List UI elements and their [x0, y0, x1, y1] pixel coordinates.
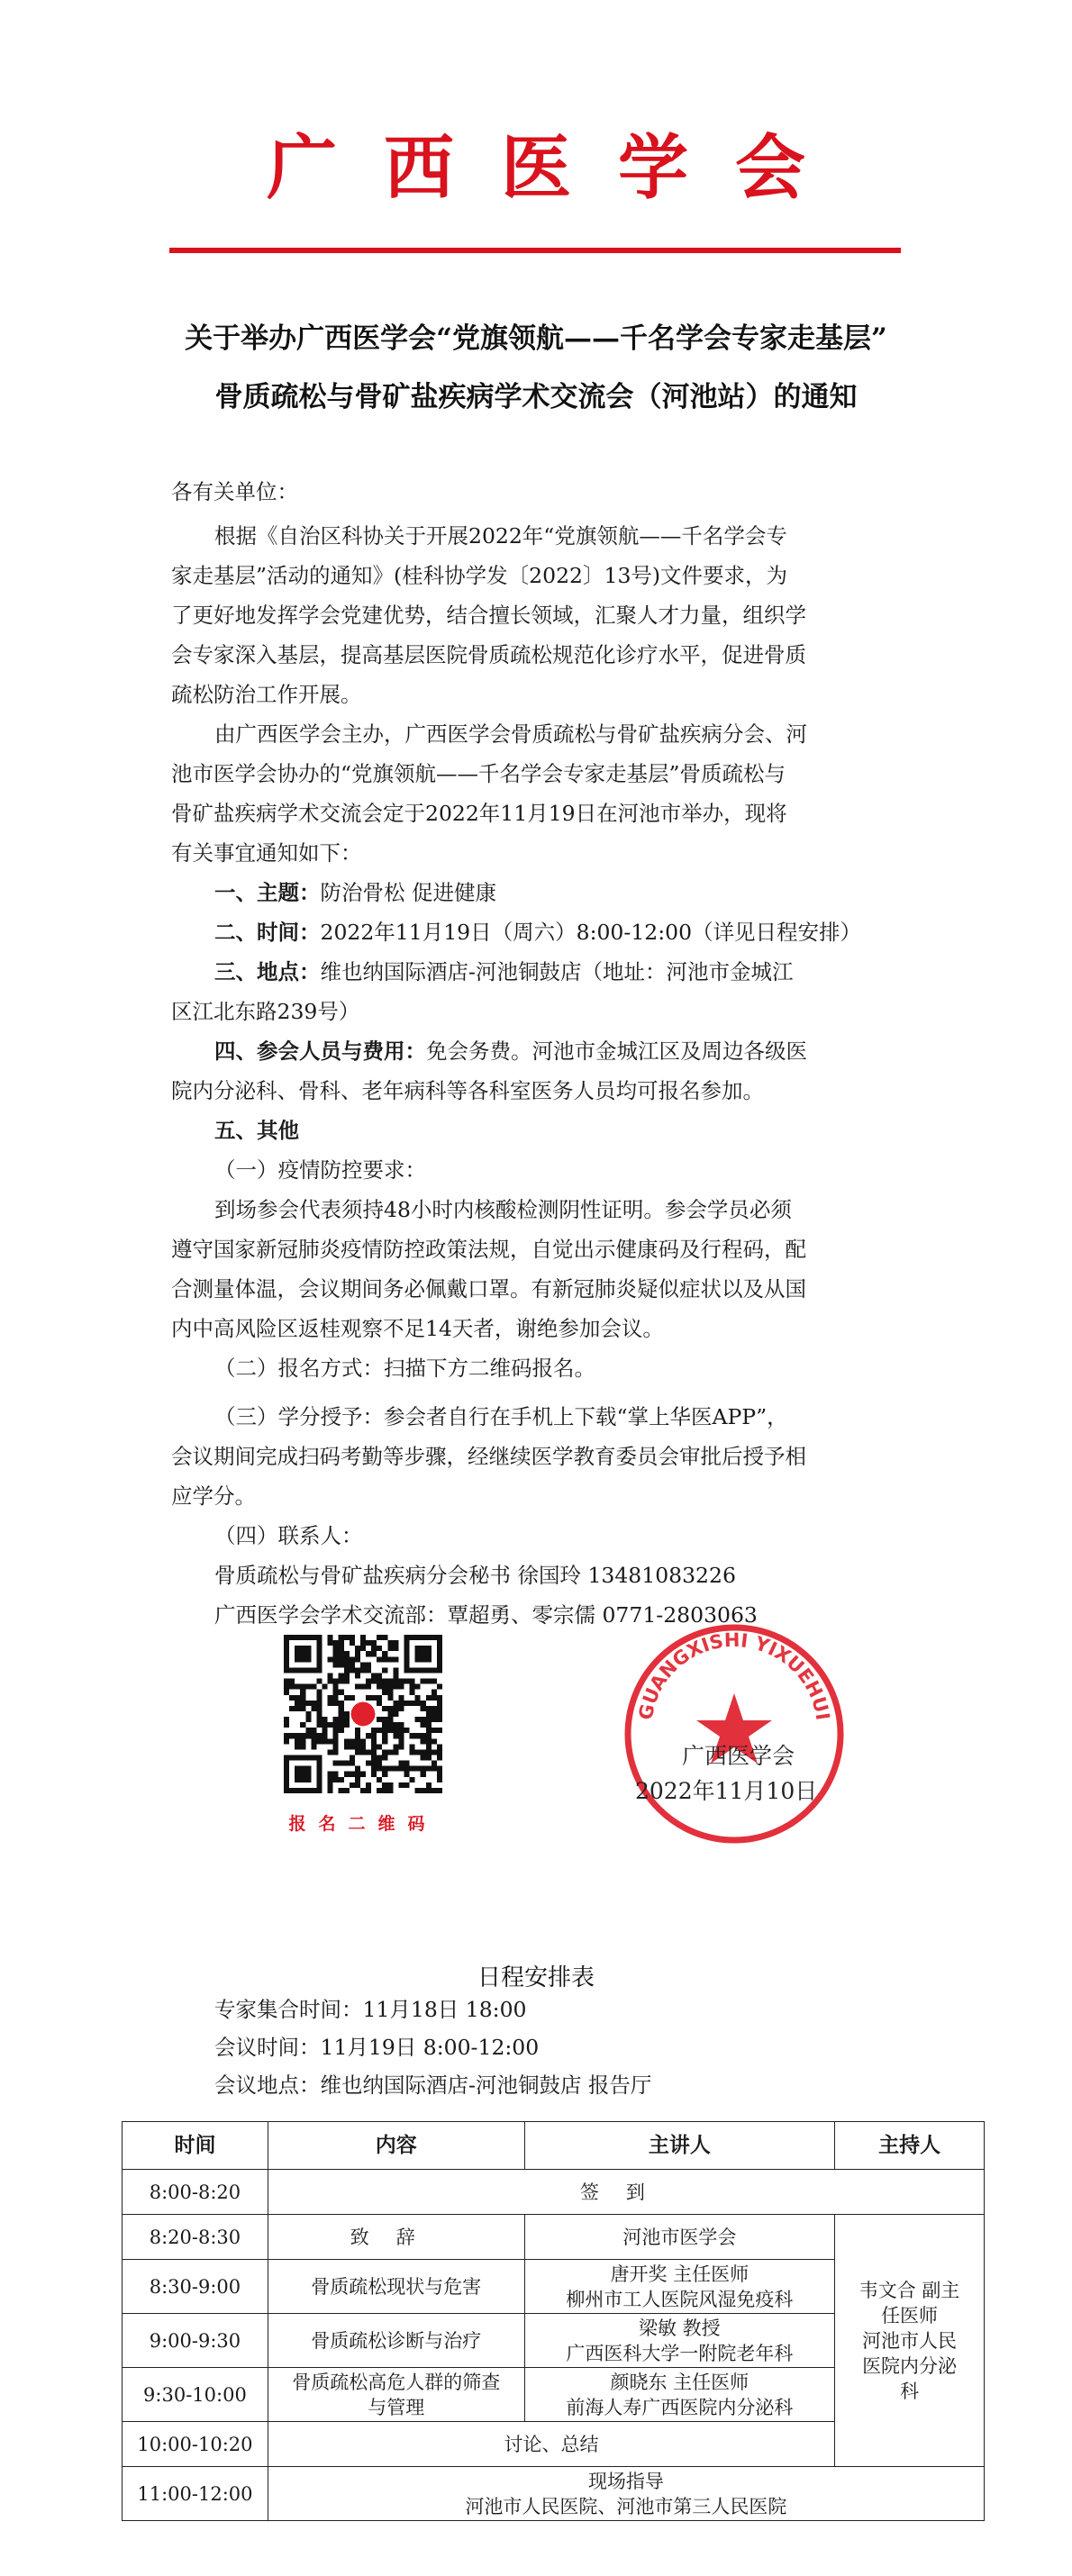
para2-line: 由广西医学会主办，广西医学会骨质疏松与骨矿盐疾病分会、河 [214, 721, 807, 747]
place-value-cont: 区江北东路239号） [171, 999, 360, 1024]
credit-line: （三）学分授予：参会者自行在手机上下载“掌上华医APP”， [214, 1404, 788, 1429]
other-heading: 五、其他 [214, 1118, 299, 1143]
row-speaker [268, 2467, 984, 2521]
row-time: 11:00-12:00 [123, 2467, 268, 2521]
row-content: 签到 [268, 2170, 984, 2215]
registration-qr-code[interactable] [284, 1635, 442, 1793]
table-row [123, 2170, 985, 2215]
content-line: 与管理 [368, 2396, 425, 2418]
host-cell [835, 2215, 985, 2467]
attend-value: 免会务费。河池市金城江区及周边各级医 [426, 1039, 807, 1064]
place-item [214, 959, 794, 984]
time-value: 2022年11月19日（周六）8:00-12:00（详见日程安排） [320, 920, 862, 945]
qr-logo-icon [351, 1702, 376, 1727]
para1-line: 根据《自治区科协关于开展2022年“党旗领航——千名学会专 [214, 523, 787, 549]
content-line: 骨质疏松高危人群的筛查 [292, 2371, 501, 2393]
header-speaker: 主讲人 [524, 2122, 835, 2170]
row-speaker: 河池市医学会 [524, 2215, 835, 2260]
time-label: 二、时间： [214, 920, 321, 945]
meeting-time: 会议时间：11月19日 8:00-12:00 [214, 2035, 540, 2060]
qr-caption: 报名二维码 [288, 1814, 438, 1834]
issuer-name: 广西医学会 [682, 1743, 795, 1769]
covid-line: 到场参会代表须持48小时内核酸检测阴性证明。参会学员必须 [214, 1197, 792, 1222]
speaker-affiliation: 广西医科大学一附院老年科 [566, 2342, 794, 2364]
theme-value: 防治骨松 促进健康 [320, 880, 496, 905]
contact-1: 骨质疏松与骨矿盐疾病分会秘书 徐国玲 13481083226 [214, 1563, 736, 1588]
para1-line: 疏松防治工作开展。 [171, 682, 362, 707]
theme-item [214, 880, 496, 905]
contact-heading: （四）联系人： [214, 1523, 363, 1548]
time-item [214, 922, 861, 944]
covid-heading: （一）疫情防控要求： [214, 1157, 426, 1183]
header-time: 时间 [123, 2122, 268, 2170]
speaker-name: 现场指导 [587, 2470, 664, 2492]
para1-line: 会专家深入基层，提高基层医院骨质疏松规范化诊疗水平，促进骨质 [171, 642, 806, 667]
row-content [268, 2368, 524, 2422]
host-line: 任医师 [881, 2304, 939, 2327]
salutation: 各有关单位： [171, 479, 298, 504]
row-speaker [524, 2368, 835, 2422]
theme-label: 一、主题： [214, 880, 321, 905]
covid-line: 遵守国家新冠肺炎疫情防控政策法规，自觉出示健康码及行程码，配 [171, 1237, 806, 1262]
speaker-name: 颜晓东 主任医师 [610, 2371, 749, 2393]
contact-2: 广西医学会学术交流部：覃超勇、零宗儒 0771-2803063 [214, 1602, 758, 1628]
attend-item [214, 1041, 807, 1063]
official-seal [622, 1621, 847, 1846]
meeting-place: 会议地点：维也纳国际酒店-河池铜鼓店 报告厅 [214, 2073, 652, 2098]
schedule-table [122, 2121, 985, 2521]
covid-line: 合测量体温，会议期间务必佩戴口罩。有新冠肺炎疑似症状以及从国 [171, 1276, 806, 1302]
row-time: 8:20-8:30 [123, 2215, 268, 2260]
register-method: （二）报名方式：扫描下方二维码报名。 [214, 1356, 595, 1381]
schedule-title: 日程安排表 [477, 1964, 595, 1991]
credit-line: 会议期间完成扫码考勤等步骤，经继续医学教育委员会审批后授予相 [171, 1444, 806, 1469]
table-row [123, 2467, 985, 2521]
row-time: 10:00-10:20 [123, 2422, 268, 2467]
speaker-name: 唐开奖 主任医师 [610, 2263, 749, 2285]
para1-line: 了更好地发挥学会党建优势，结合擅长领域，汇聚人才力量，组织学 [171, 603, 806, 628]
place-value: 维也纳国际酒店-河池铜鼓店（地址：河池市金城江 [320, 959, 794, 984]
header-host: 主持人 [835, 2122, 985, 2170]
expert-gather-time: 专家集合时间：11月18日 18:00 [214, 1997, 527, 2022]
attend-label: 四、参会人员与费用： [214, 1039, 426, 1064]
place-label: 三、地点： [214, 959, 321, 984]
header-content: 内容 [268, 2122, 524, 2170]
row-content: 讨论、总结 [268, 2422, 834, 2467]
row-time: 8:00-8:20 [123, 2170, 268, 2215]
covid-line: 内中高风险区返桂观察不足14天者，谢绝参加会议。 [171, 1316, 664, 1341]
row-content: 致辞 [268, 2215, 524, 2260]
row-speaker [524, 2314, 835, 2368]
host-line: 医院内分泌 [862, 2354, 958, 2377]
host-line: 科 [900, 2380, 920, 2402]
org-title: 广西医学会 [266, 127, 852, 209]
doc-title-line-1: 关于举办广西医学会“党旗领航——千名学会专家走基层” [185, 322, 887, 355]
row-speaker [524, 2260, 835, 2314]
host-line: 河池市人民 [862, 2329, 958, 2352]
table-row [123, 2215, 985, 2260]
para2-line: 骨矿盐疾病学术交流会定于2022年11月19日在河池市举办，现将 [171, 801, 787, 826]
para2-line: 池市医学会协办的“党旗领航——千名学会专家走基层”骨质疏松与 [171, 761, 786, 786]
speaker-affiliation: 河池市人民医院、河池市第三人民医院 [465, 2495, 787, 2517]
speaker-name: 梁敏 教授 [639, 2317, 721, 2339]
row-time: 9:00-9:30 [123, 2314, 268, 2368]
credit-line: 应学分。 [171, 1483, 256, 1509]
para1-line: 家走基层”活动的通知》(桂科协学发〔2022〕13号)文件要求，为 [171, 563, 788, 588]
host-line: 韦文合 副主 [859, 2279, 960, 2301]
row-time: 8:30-9:00 [123, 2260, 268, 2314]
para2-line: 有关事宜通知如下： [171, 840, 362, 866]
row-time: 9:30-10:00 [123, 2368, 268, 2422]
red-divider [169, 248, 901, 253]
row-content: 骨质疏松诊断与治疗 [268, 2314, 524, 2368]
seal-ring-text: GUANGXISHI YIXUEHUI [634, 1628, 834, 1722]
speaker-affiliation: 柳州市工人医院风湿免疫科 [566, 2288, 794, 2310]
speaker-affiliation: 前海人寿广西医院内分泌科 [566, 2396, 794, 2418]
doc-title-line-2: 骨质疏松与骨矿盐疾病学术交流会（河池站）的通知 [214, 381, 858, 413]
issue-date: 2022年11月10日 [635, 1778, 818, 1804]
attend-value-cont: 院内分泌科、骨科、老年病科等各科室医务人员均可报名参加。 [171, 1078, 764, 1103]
table-header-row [123, 2122, 985, 2170]
row-content: 骨质疏松现状与危害 [268, 2260, 524, 2314]
